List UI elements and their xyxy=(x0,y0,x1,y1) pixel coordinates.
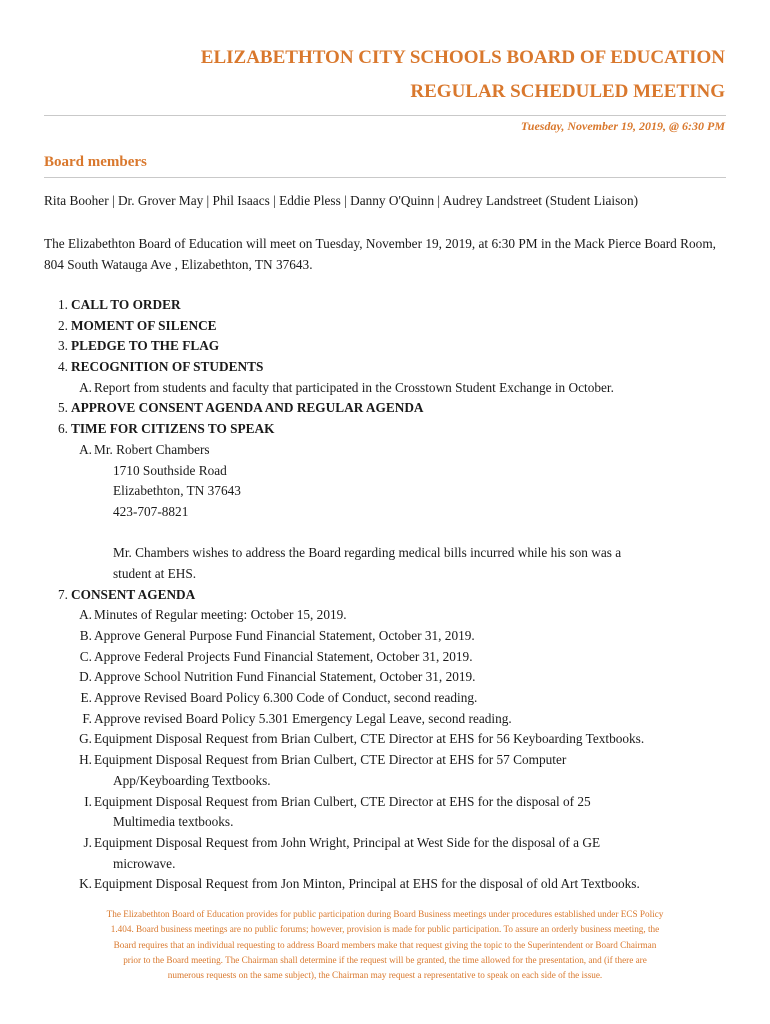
agenda-label: RECOGNITION OF STUDENTS xyxy=(71,359,264,375)
subitem-letter: H. xyxy=(79,752,92,768)
subitem-text-cont: App/Keyboarding Textbooks. xyxy=(113,772,271,788)
notice-line: 1.404. Board business meetings are no public forums; however, provision is made for public participation. To assure an orderly business meeting, the xyxy=(110,924,660,935)
subitem-text: Approve revised Board Policy 5.301 Emergency Legal Leave, second reading. xyxy=(94,710,512,726)
agenda-subitem xyxy=(0,688,770,709)
meeting-type: REGULAR SCHEDULED MEETING xyxy=(410,81,725,102)
subitem-letter: C. xyxy=(79,648,92,664)
speaker-note-line xyxy=(0,543,770,564)
meeting-date: Tuesday, November 19, 2019, @ 6:30 PM xyxy=(520,119,725,133)
agenda-subitem xyxy=(0,626,770,647)
agenda-subitem xyxy=(0,378,770,399)
agenda-subitem xyxy=(0,709,770,730)
agenda-number: 2. xyxy=(58,317,68,333)
agenda-item xyxy=(0,295,770,316)
subitem-text: Equipment Disposal Request from Brian Culbert, CTE Director at EHS for the disposal of 25 xyxy=(94,793,591,809)
subitem-text: Equipment Disposal Request from John Wright, Principal at West Side for the disposal of a GE xyxy=(94,834,601,850)
agenda-label: MOMENT OF SILENCE xyxy=(71,317,217,333)
speaker-note-line xyxy=(0,564,770,585)
section-divider xyxy=(44,177,726,178)
subitem-text: Report from students and faculty that participated in the Crosstown Student Exchange in October. xyxy=(94,379,614,395)
agenda-list xyxy=(0,295,770,895)
blank-line xyxy=(0,523,770,544)
subitem-text-cont: microwave. xyxy=(113,855,176,871)
notice-line: prior to the Board meeting. The Chairman shall determine if the request will be granted, the time allowed for the presentation, and (if there are xyxy=(123,954,647,965)
subitem-text: Equipment Disposal Request from Brian Culbert, CTE Director at EHS for 57 Computer xyxy=(94,752,567,768)
agenda-number: 6. xyxy=(58,421,68,437)
subitem-text: Approve Revised Board Policy 6.300 Code of Conduct, second reading. xyxy=(94,690,478,706)
agenda-subitem xyxy=(0,750,770,771)
agenda-label: TIME FOR CITIZENS TO SPEAK xyxy=(71,421,275,437)
subitem-continuation xyxy=(0,771,770,792)
notice-line: The Elizabethton Board of Education provides for public participation during Board Business meetings under procedures established under ECS Policy xyxy=(106,909,664,919)
agenda-subitem xyxy=(0,792,770,813)
speaker-phone-line xyxy=(0,502,770,523)
subitem-text: Approve Federal Projects Fund Financial Statement, October 31, 2019. xyxy=(94,648,473,664)
subitem-letter: F. xyxy=(82,710,92,726)
board-members-list: Rita Booher | Dr. Grover May | Phil Isaacs | Eddie Pless | Danny O'Quinn | Audrey Landstreet (Student Liaison) xyxy=(44,193,639,208)
subitem-letter: E. xyxy=(80,690,92,706)
header-divider xyxy=(44,115,726,116)
agenda-subitem xyxy=(0,647,770,668)
subitem-letter: G. xyxy=(79,731,92,747)
subitem-text-cont: Multimedia textbooks. xyxy=(113,814,234,830)
notice-line: numerous requests on the same subject), the Chairman may request a representative to speak on each side of the issue. xyxy=(167,970,603,981)
subitem-letter: D. xyxy=(79,669,92,685)
subitem-continuation xyxy=(0,854,770,875)
meeting-intro: The Elizabethton Board of Education will meet on Tuesday, November 19, 2019, at 6:30 PM in the Mack Pierce Board Room, 804 South Watauga Ave , Elizabethton, TN 37643. xyxy=(44,236,716,272)
speaker-name: Mr. Robert Chambers xyxy=(94,441,210,457)
subitem-text: Approve School Nutrition Fund Financial Statement, October 31, 2019. xyxy=(94,669,476,685)
subitem-letter: A. xyxy=(79,379,92,395)
notice-line: Board requires that an individual requesting to address Board members make that request giving the topic to the Superintendent or Board Chairman xyxy=(113,939,657,950)
speaker-address-line xyxy=(0,461,770,482)
subitem-letter: B. xyxy=(79,628,92,643)
agenda-item xyxy=(0,585,770,606)
speaker-street: 1710 Southside Road xyxy=(113,462,227,478)
subitem-continuation xyxy=(0,812,770,833)
agenda-item xyxy=(0,336,770,357)
subitem-letter: A. xyxy=(79,441,92,457)
agenda-subitem xyxy=(0,874,770,895)
subitem-text: Minutes of Regular meeting: October 15, 2019. xyxy=(94,607,347,623)
speaker-note-cont: student at EHS. xyxy=(113,565,197,581)
agenda-subitem xyxy=(0,667,770,688)
subitem-text: Approve General Purpose Fund Financial Statement, October 31, 2019. xyxy=(94,628,475,643)
agenda-item xyxy=(0,398,770,419)
document-title: ELIZABETHTON CITY SCHOOLS BOARD OF EDUCATION xyxy=(200,47,725,68)
agenda-item xyxy=(0,357,770,378)
speaker-city: Elizabethton, TN 37643 xyxy=(113,483,241,499)
public-participation-notice xyxy=(44,907,726,983)
subitem-letter: J. xyxy=(83,834,92,850)
agenda-item xyxy=(0,419,770,440)
subitem-letter: K. xyxy=(79,876,92,892)
agenda-number: 1. xyxy=(58,297,68,312)
agenda-label: CONSENT AGENDA xyxy=(71,586,196,602)
agenda-label: APPROVE CONSENT AGENDA AND REGULAR AGENDA xyxy=(71,400,424,416)
speaker-note: Mr. Chambers wishes to address the Board regarding medical bills incurred while his son was a xyxy=(113,545,622,561)
agenda-label: PLEDGE TO THE FLAG xyxy=(71,338,220,354)
agenda-item xyxy=(0,316,770,337)
board-members-heading: Board members xyxy=(44,154,147,170)
agenda-subitem xyxy=(0,605,770,626)
subitem-text: Equipment Disposal Request from Brian Culbert, CTE Director at EHS for 56 Keyboarding Textbooks. xyxy=(94,731,645,747)
agenda-subitem xyxy=(0,729,770,750)
subitem-letter: A. xyxy=(79,607,92,623)
speaker-phone: 423-707-8821 xyxy=(113,503,189,519)
agenda-number: 5. xyxy=(58,400,68,416)
agenda-label: CALL TO ORDER xyxy=(71,297,181,312)
subitem-text: Equipment Disposal Request from Jon Minton, Principal at EHS for the disposal of old Art Textbooks. xyxy=(94,876,640,892)
speaker-address-line xyxy=(0,481,770,502)
agenda-subitem xyxy=(0,440,770,461)
agenda-number: 3. xyxy=(58,338,68,354)
agenda-number: 4. xyxy=(58,359,68,375)
subitem-letter: I. xyxy=(84,793,92,809)
agenda-subitem xyxy=(0,833,770,854)
agenda-number: 7. xyxy=(58,586,68,602)
